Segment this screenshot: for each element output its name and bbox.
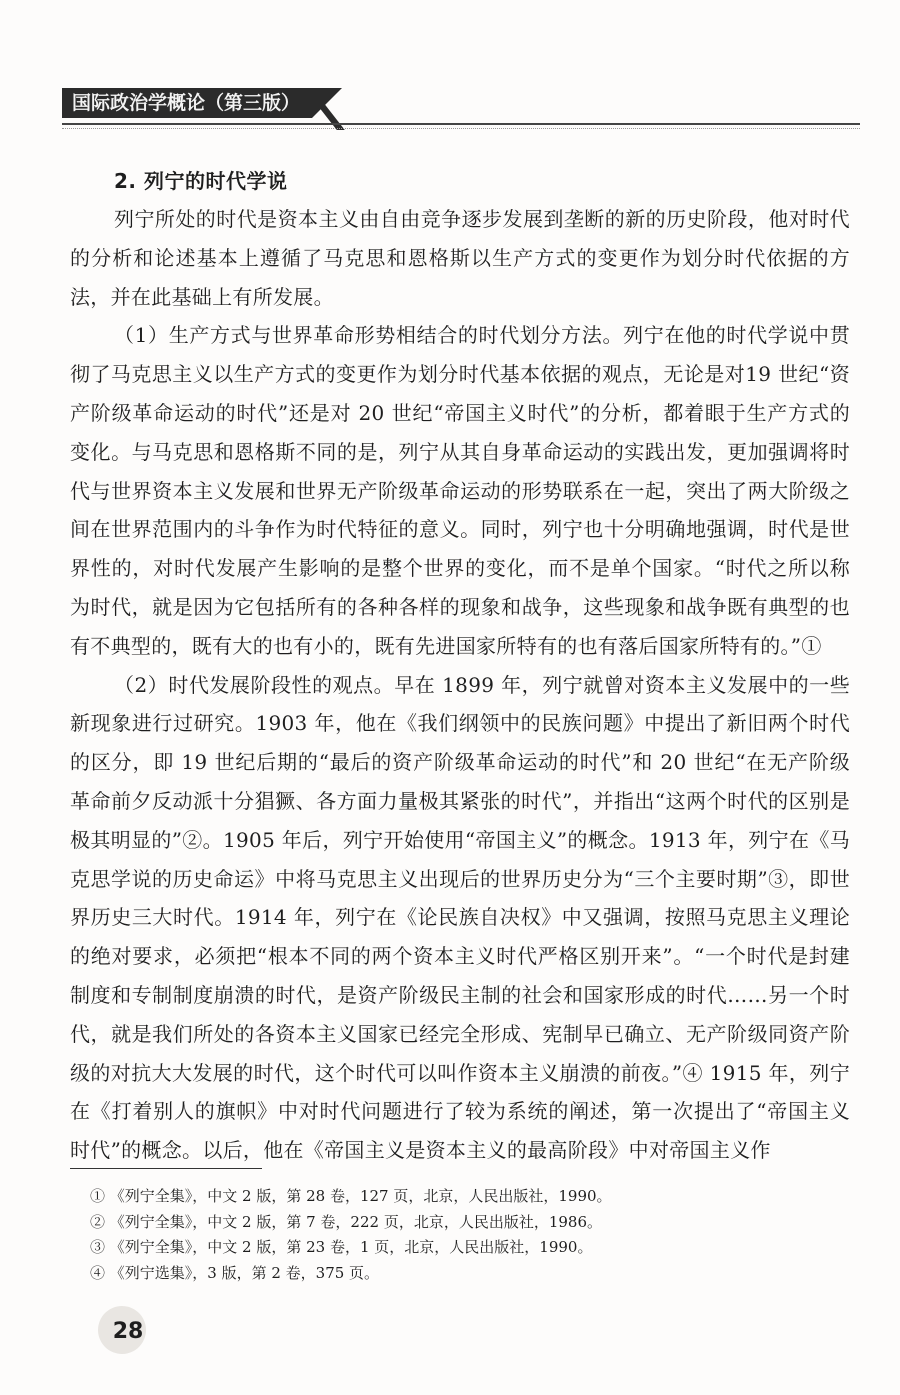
section-title: 2. 列宁的时代学说 <box>114 169 288 193</box>
footnote-2: ② 《列宁全集》，中文 2 版，第 7 卷，222 页，北京，人民出版社，1986。 <box>90 1212 603 1231</box>
footnote-3: ③ 《列宁全集》，中文 2 版，第 23 卷，1 页，北京，人民出版社，1990。 <box>90 1238 593 1256</box>
body-text <box>70 162 850 1170</box>
footnotes <box>90 1184 850 1286</box>
header-dotted-rule <box>62 128 860 129</box>
page-number: 28 <box>112 1319 144 1344</box>
paragraph-intro: 列宁所处的时代是资本主义由自由竞争逐步发展到垄断的新的历史阶段，他对时代的分析和论述基本上遵循了马克思和恩格斯以生产方式的变更作为划分时代依据的方法，并在此基础上有所发展。 <box>70 207 850 309</box>
paragraph-point-2: （2）时代发展阶段性的观点。早在 1899 年，列宁就曾对资本主义发展中的一些新现象进行过研究。1903 年，他在《我们纲领中的民族问题》中提出了新旧两个时代的区分，即 19 世纪后期的“最后的资产阶级革命运动的时代”和 20 世纪“在无产阶级革命前夕反动派十分猖獗、各方面力量极其紧张的时代”，并指出“这两个时代的区别是极其明显的”②。1905 年后，列宁开始使用“帝国主义”的概念。1913 年，列宁在《马克思学说的历史命运》中将马克思主义出现后的世界历史分为“三个主要时期”③，即世界历史三大时代。1914 年，列宁在《论民族自决权》中又强调，按照马克思主义理论的绝对要求，必须把“根本不同的两个资本主义时代严格区别开来”。“一个时代是封建制度和专制制度崩溃的时代，是资产阶级民主制的社会和国家形成的时代……另一个时代，就是我们所处的各资本主义国家已经完全形成、宪制早已确立、无产阶级同资产阶级的对抗大大发展的时代，这个时代可以叫作资本主义崩溃的前夜。”④ 1915 年，列宁在《打着别人的旗帜》中对时代问题进行了较为系统的阐述，第一次提出了“帝国主义时代”的概念。以后，他在《帝国主义是资本主义的最高阶段》中对帝国主义作 <box>70 672 850 1163</box>
footnote-4: ④ 《列宁选集》，3 版，第 2 卷，375 页。 <box>90 1263 380 1282</box>
book-title: 国际政治学概论（第三版） <box>62 88 312 118</box>
footnote-divider <box>70 1168 262 1169</box>
paragraph-point-1: （1）生产方式与世界革命形势相结合的时代划分方法。列宁在他的时代学说中贯彻了马克思主义以生产方式的变更作为划分时代基本依据的观点，无论是对19 世纪“资产阶级革命运动的时代”还是对 20 世纪“帝国主义时代”的分析，都着眼于生产方式的变化。与马克思和恩格斯不同的是，列宁从其自身革命运动的实践出发，更加强调将时代与世界资本主义发展和世界无产阶级革命运动的形势联系在一起，突出了两大阶级之间在世界范围内的斗争作为时代特征的意义。同时，列宁也十分明确地强调，时代是世界性的，对时代发展产生影响的是整个世界的变化，而不是单个国家。“时代之所以称为时代，就是因为它包括所有的各种各样的现象和战争，这些现象和战争既有典型的也有不典型的，既有大的也有小的，既有先进国家所特有的也有落后国家所特有的。”① <box>70 323 850 658</box>
header-rule <box>62 123 860 125</box>
footnote-1: ① 《列宁全集》，中文 2 版，第 28 卷，127 页，北京，人民出版社，1990。 <box>90 1187 612 1205</box>
